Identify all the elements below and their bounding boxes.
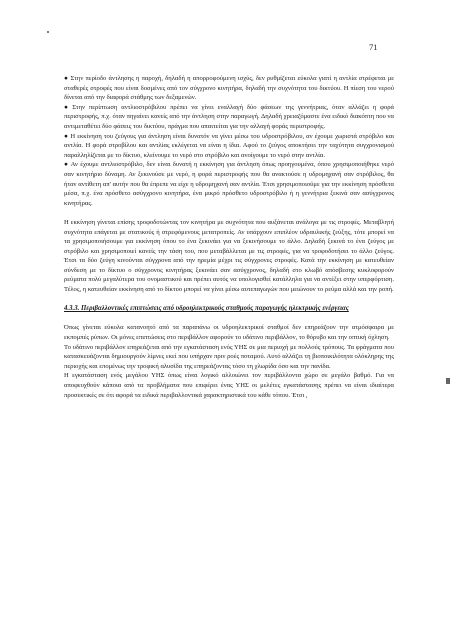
page-number: 71 [369, 42, 378, 52]
page-body [64, 74, 394, 400]
scan-edge-mark [446, 378, 450, 384]
bullet-text: Στην περίπτωση αντλιοστρόβιλου πρέπει να γίνει εναλλαγή δύο φάσεων της γεννήτριας, όταν αλλάζει η φορά περιστροφής, π.χ. όταν πηγαίνει κανείς από την άντληση στην παραγωγή. Δηλαδή χρειαζόμαστε ένα ειδικό διακόπτη που να αντιμεταθέτει δύο φάσεις του δικτύου, πράγμα που απαιτείται για την αλλαγή φοράς περιστροφής. [64, 103, 394, 130]
bullet-paragraph [64, 103, 394, 132]
bullet-paragraph [64, 160, 394, 208]
bullet-icon: ● [64, 75, 69, 82]
body-paragraph: Το υδάτινο περιβάλλον επηρεάζεται από την εγκατάσταση ενός ΥΗΣ σε μια περιοχή με πολλούς τρόπους. Τα φράγματα που κατασκευάζονται δημιουργούν λίμνες εκεί που υπήρχαν πριν ροές ποταμού. Αυτό αλλάζει τη βιοποικιλότητα ολόκληρης της περιοχής και επομένως την τροφική αλυσίδα της επηρεάζοντας τόσο τη χλωρίδα όσο και την πανίδα. [64, 343, 394, 370]
body-paragraph: Όπως γίνεται εύκολα κατανοητό από τα παραπάνω οι υδροηλεκτρικοί σταθμοί δεν επηρεάζουν την ατμόσφαιρα με εκπομπές ρύπων. Οι μόνες επιπτώσεις στο περιβάλλον αφορούν το υδάτινο περιβάλλον, το θόρυβο και την οπτική όχληση. [64, 324, 394, 342]
bullet-icon: ● [64, 132, 69, 140]
bullet-icon: ● [64, 161, 69, 169]
bullet-paragraph [64, 132, 394, 161]
scan-speck [47, 31, 49, 33]
bullet-text: Η εκκίνηση του ζεύγους για άντληση είναι δυνατόν να γίνει μέσω του υδροστρόβιλου, αν έχουμε χωριστά στρόβιλο και αντλία. Η φορά στροβίλου και αντλίας εκλέγεται να είναι η ίδια. Αφού το ζεύγος αποκτήσει την ταχύτητα συγχρονισμού παραλληλίζεται με το δίκτυο, κλείνουμε το νερό στο στρόβιλο και ανοίγουμε το νερό στην αντλία. [64, 132, 394, 159]
body-paragraph: Η εγκατάσταση ενός μεγάλου ΥΗΣ όπως είναι λογικό αλλοιώνει τον περιβάλλοντα χώρο σε μεγάλο βαθμό. Για να αποφευχθούν κάποια από τα προβλήματα που επιφέρει ένας ΥΗΣ οι μελέτες εγκατάστασης πρέπει να είναι ιδιαίτερα προσεκτικές σε ότι αφορά τα ειδικά περιβαλλοντικά χαρακτηριστικά του κάθε τόπου. Έτσι , [64, 372, 394, 399]
bullet-text: Στην περίοδο άντλησης η παροχή, δηλαδή η απορροφούμενη ισχύς, δεν ρυθμίζεται εύκολα γιατί η αντλία στρέφεται με σταθερές στροφές που είναι δοσμένες από τον σύγχρονο κινητήρα, δηλαδή την συχνότητα του δικτύου. Η πίεση του νερού δίνεται από την διαφορά στάθμης των δεξαμενών. [64, 75, 395, 102]
body-paragraph: Η εκκίνηση γίνεται επίσης τροφοδοτώντας τον κινητήρα με συχνότητα που αυξάνεται ανάλογα με τις στροφές. Μεταβλητή συχνότητα επάγεται με στατικούς ή στρεφόμενους μετατροπείς. Αν υπάρχουν επιπλέον υδραυλικής ζεύξης, τότε μπορεί να τα χρησιμοποιήσουμε για εκκίνηση όπου το ένα ξεκινάει για να ξεκινήσουμε το άλλο. Δηλαδή ξεκινά το ένα ζεύγος με στρόβιλο και χρησιμοποιεί κανείς την τάση του, που μεταβάλλεται με τις στροφές, για να τροφοδοτήσει το άλλο ζεύγος. Έτσι τα δύο ζεύγη κινούνται σύγχρονα από την ηρεμία μέχρι τις σύγχρονες στροφές. Κατά την εκκίνηση με κατευθείαν σύνδεση με το δίκτυο ο σύγχρονος κινητήρας ξεκινάει σαν ασύγχρονος, δηλαδή στο κλωβό απόσβεσης κυκλοφορούν ρεύματα πολύ μεγαλύτερα του ονομαστικού και πρέπει αυτός να υπολογισθεί κατάλληλα για να αντέξει στην υπερφόρτιση. Τέλος, η κατευθείαν εκκίνηση από το δίκτυο μπορεί να γίνει μέσω αυτεπαγωγών που μειώνουν το ρεύμα αλλά και την ροπή. [64, 218, 394, 294]
bullet-icon: ● [64, 103, 71, 111]
bullet-text: Αν έχουμε αντλιοστρόβιλο, δεν είναι δυνατή η εκκίνηση για άντληση όπως προηγουμένα, όπου χρησιμοποιήθηκε νερό σαν κινητήριο δύναμη. Αν ξεκινούσε με νερό, η φορά περιστροφής που θα ανακτούσε η υδρομηχανή σαν στρόβιλος, θα ήταν αντίθετη απ' αυτήν που θα έπρεπε να είχε η υδρομηχανή σαν αντλία. Έτσι χρησιμοποιούμε για την εκκίνηση πρόσθετα μέσα, π.χ. ένα πρόσθετο ασύγχρονο κινητήρα, ένα μικρό πρόσθετο υδροστρόβιλο ή η γεννήτρια ξεκινά σαν ασύγχρονος κινητήρας. [64, 161, 394, 207]
section-heading: 4.3.3. Περιβαλλοντικές επιπτώσεις από υδροηλεκτρικούς σταθμούς παραγωγής ηλεκτρικής ενέργειας [64, 305, 349, 313]
bullet-paragraph [64, 74, 394, 103]
